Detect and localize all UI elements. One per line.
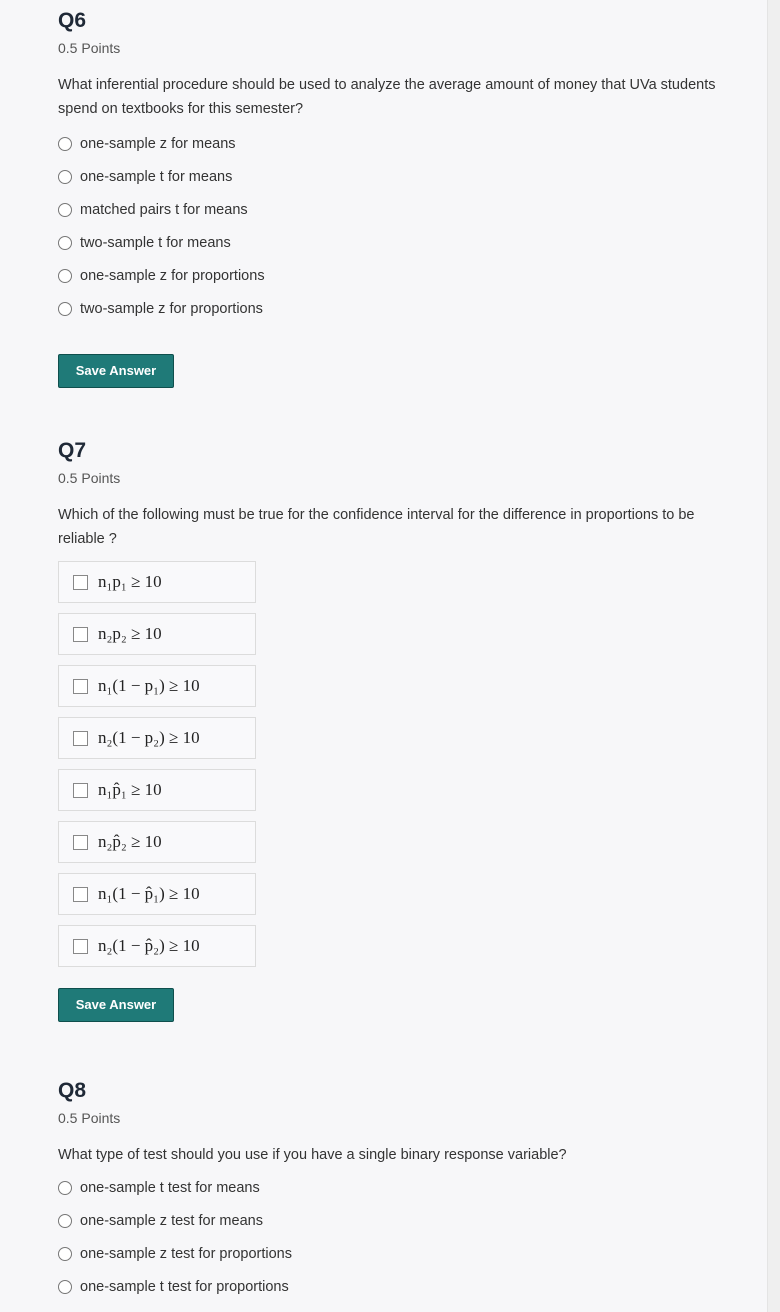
question-title: Q8: [58, 1079, 87, 1102]
option-label: n₂p₂ ≥ 10: [98, 624, 162, 643]
option-checkbox[interactable]: [58, 717, 256, 759]
option-radio[interactable]: [58, 226, 738, 259]
option-radio[interactable]: [58, 292, 738, 325]
checkbox[interactable]: [73, 731, 88, 746]
option-radio[interactable]: [58, 1204, 738, 1237]
option-label: one-sample z test for proportions: [80, 1245, 292, 1262]
question-title: Q6: [58, 9, 87, 32]
question-points: 0.5 Points: [58, 40, 121, 56]
option-checkbox[interactable]: [58, 561, 256, 603]
radio-button[interactable]: [58, 1280, 72, 1294]
checkbox[interactable]: [73, 679, 88, 694]
save-answer-button[interactable]: Save Answer: [58, 988, 174, 1022]
checkbox[interactable]: [73, 939, 88, 954]
option-label: one-sample t for means: [80, 168, 233, 185]
radio-button[interactable]: [58, 137, 72, 151]
options-list: [58, 561, 738, 967]
question-q6: [58, 9, 738, 388]
options-list: [58, 1171, 738, 1303]
option-label: one-sample t test for proportions: [80, 1278, 289, 1295]
option-radio[interactable]: [58, 1237, 738, 1270]
save-answer-button[interactable]: Save Answer: [58, 354, 174, 388]
question-points: 0.5 Points: [58, 470, 121, 486]
option-label: one-sample z for proportions: [80, 267, 265, 284]
radio-button[interactable]: [58, 302, 72, 316]
option-checkbox[interactable]: [58, 665, 256, 707]
option-checkbox[interactable]: [58, 613, 256, 655]
option-label: two-sample t for means: [80, 234, 231, 251]
option-label: n₁p̂₁ ≥ 10: [98, 780, 162, 799]
radio-button[interactable]: [58, 236, 72, 250]
radio-button[interactable]: [58, 269, 72, 283]
option-label: n₁(1 − p̂₁) ≥ 10: [98, 884, 200, 903]
radio-button[interactable]: [58, 170, 72, 184]
option-label: one-sample z test for means: [80, 1212, 263, 1229]
checkbox[interactable]: [73, 783, 88, 798]
radio-button[interactable]: [58, 1181, 72, 1195]
option-checkbox[interactable]: [58, 925, 256, 967]
radio-button[interactable]: [58, 203, 72, 217]
question-points: 0.5 Points: [58, 1110, 121, 1126]
option-checkbox[interactable]: [58, 821, 256, 863]
option-radio[interactable]: [58, 127, 738, 160]
scrollbar[interactable]: [767, 0, 780, 1312]
option-radio[interactable]: [58, 193, 738, 226]
radio-button[interactable]: [58, 1247, 72, 1261]
option-radio[interactable]: [58, 160, 738, 193]
radio-button[interactable]: [58, 1214, 72, 1228]
option-label: n₁(1 − p₁) ≥ 10: [98, 676, 200, 695]
option-checkbox[interactable]: [58, 873, 256, 915]
option-label: one-sample t test for means: [80, 1179, 260, 1196]
question-prompt: What type of test should you use if you have a single binary response variable?: [58, 1147, 567, 1163]
question-q8: [58, 1079, 738, 1303]
option-label: n₂(1 − p̂₂) ≥ 10: [98, 936, 200, 955]
options-list: [58, 127, 738, 325]
checkbox[interactable]: [73, 575, 88, 590]
question-prompt: What inferential procedure should be used to analyze the average amount of money that UVa students spend on textbooks for this semester?: [58, 77, 716, 117]
question-q7: [58, 439, 738, 1022]
question-prompt: Which of the following must be true for the confidence interval for the difference in proportions to be reliable ?: [58, 507, 695, 547]
checkbox[interactable]: [73, 835, 88, 850]
option-label: n₂(1 − p₂) ≥ 10: [98, 728, 200, 747]
option-radio[interactable]: [58, 259, 738, 292]
option-label: matched pairs t for means: [80, 201, 248, 218]
option-label: two-sample z for proportions: [80, 300, 263, 317]
option-label: n₁p₁ ≥ 10: [98, 572, 162, 591]
option-label: one-sample z for means: [80, 135, 236, 152]
option-radio[interactable]: [58, 1270, 738, 1303]
option-checkbox[interactable]: [58, 769, 256, 811]
checkbox[interactable]: [73, 887, 88, 902]
question-title: Q7: [58, 439, 87, 462]
option-label: n₂p̂₂ ≥ 10: [98, 832, 162, 851]
checkbox[interactable]: [73, 627, 88, 642]
option-radio[interactable]: [58, 1171, 738, 1204]
